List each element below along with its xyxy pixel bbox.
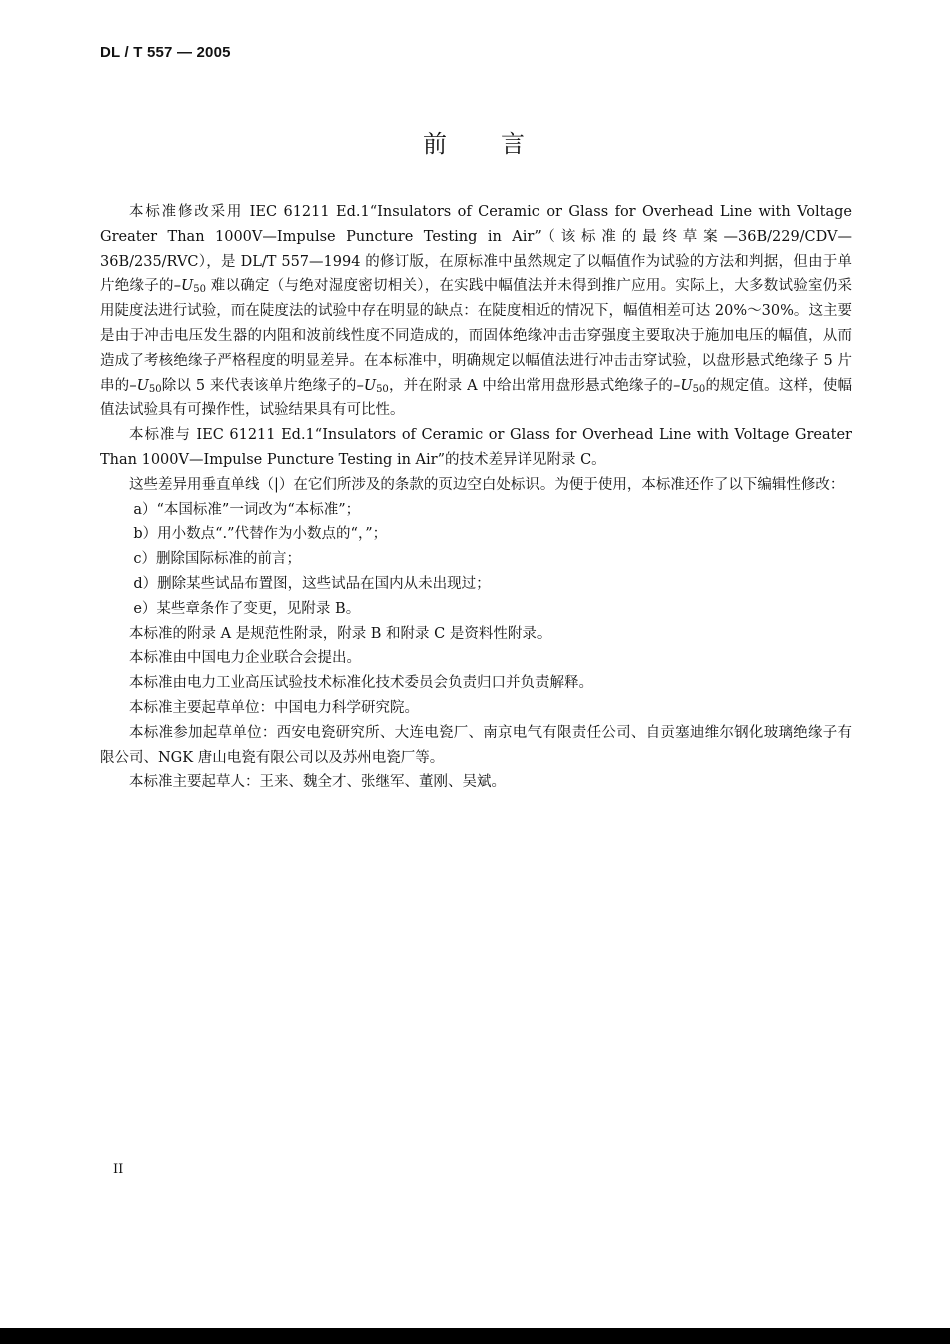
bottom-border-bar: [0, 1328, 950, 1344]
paragraph-4: 本标准的附录 A 是规范性附录，附录 B 和附录 C 是资料性附录。: [129, 625, 552, 642]
list-item: a）“本国标准”一词改为“本标准”；: [133, 501, 361, 518]
list-item: e）某些章条作了变更，见附录 B。: [133, 600, 361, 617]
paragraph-7: 本标准主要起草单位：中国电力科学研究院。: [129, 699, 419, 716]
page-title: [0, 124, 950, 159]
foreword-body: [100, 200, 852, 795]
u50-symbol: –U: [673, 377, 693, 394]
title-char-2: 言: [501, 130, 527, 158]
title-char-1: 前: [423, 130, 449, 158]
page-number: II: [113, 1162, 124, 1177]
document-code-header: DL / T 557 — 2005: [100, 44, 231, 61]
paragraph-1: 本标准修改采用 IEC 61211 Ed.1“Insulators of Ceramic or Glass for Overhead Line with Voltage Greater Than 1000V—Impulse Puncture Testing in Air”（该标准的最终草案—36B/229/CDV—36B/235/RVC），是 DL/T 557—1994 的修订版，在原标准中虽然规定了以幅值作为试验的方法和判据，但由于单片绝缘子的$-U_{50}$ 难以确定（与绝对湿度密切相关），在实践中幅值法并未得到推广应用。实际上，大多数试验室仍采用陡度法进行试验，而在陡度法的试验中存在明显的缺点：在陡度相近的情况下，幅值相差可达 20%～30%。这主要是由于冲击电压发生器的内阻和波前线性度不同造成的，而固体绝缘冲击击穿强度主要取决于施加电压的幅值，从而造成了考核绝缘子严格程度的明显差异。在本标准中，明确规定以幅值法进行冲击击穿试验，以盘形悬式绝缘子 5 片串的$-U_{50}$除以 5 来代表该单片绝缘子的$-U_{50}$，并在附录 A 中给出常用盘形悬式绝缘子的$-U_{50}$的规定值。这样，使幅值法试验具有可操作性，试验结果具有可比性。: [100, 204, 853, 419]
list-item: d）删除某些试品布置图，这些试品在国内从未出现过；: [133, 575, 491, 592]
u50-symbol: –U: [173, 278, 194, 295]
paragraph-2: 本标准与 IEC 61211 Ed.1“Insulators of Ceramic or Glass for Overhead Line with Voltage Greater Than 1000V—Impulse Puncture Testing in Air”的技术差异详见附录 C。: [100, 427, 852, 468]
paragraph-8: 本标准参加起草单位：西安电瓷研究所、大连电瓷厂、南京电气有限责任公司、自贡塞迪维尔钢化玻璃绝缘子有限公司、NGK 唐山电瓷有限公司以及苏州电瓷厂等。: [100, 724, 852, 766]
paragraph-3: 这些差异用垂直单线（|）在它们所涉及的条款的页边空白处标识。为便于使用，本标准还作了以下编辑性修改：: [129, 476, 845, 493]
paragraph-5: 本标准由中国电力企业联合会提出。: [129, 650, 361, 667]
u50-symbol: –U: [356, 377, 377, 394]
list-item: c）删除国际标准的前言；: [133, 551, 301, 568]
list-item: b）用小数点“.”代替作为小数点的“，”；: [133, 526, 388, 543]
paragraph-9: 本标准主要起草人：王来、魏全才、张继军、董刚、吴斌。: [129, 774, 506, 791]
paragraph-6: 本标准由电力工业高压试验技术标准化技术委员会负责归口并负责解释。: [129, 675, 593, 692]
u50-symbol: –U: [129, 377, 149, 394]
